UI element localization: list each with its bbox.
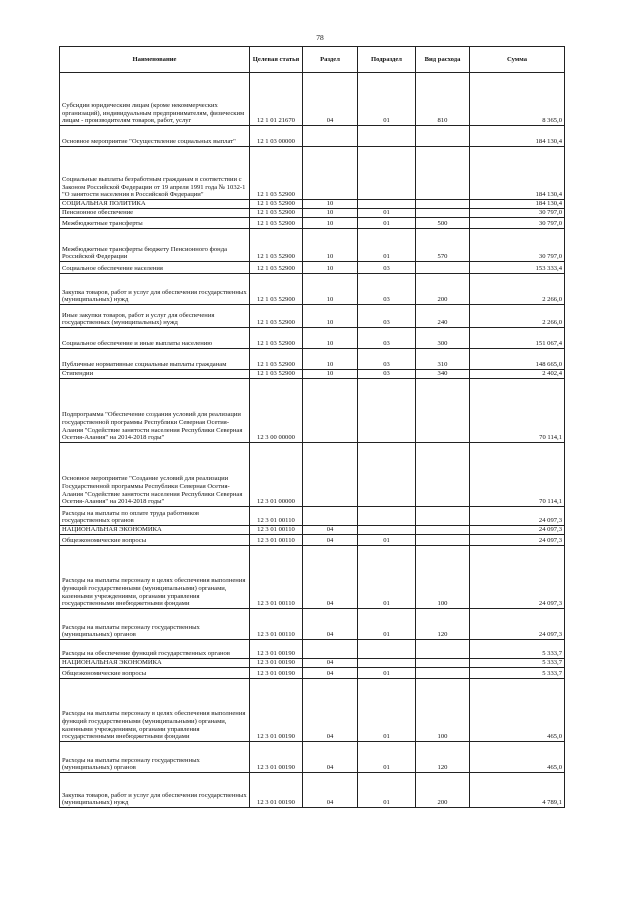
header-name: Наименование <box>60 47 250 73</box>
row-article: 12 1 03 52900 <box>250 349 303 370</box>
row-name: Пенсионное обеспечение <box>60 209 250 218</box>
row-expense-type: 810 <box>416 73 470 126</box>
budget-table <box>59 46 565 808</box>
table-row <box>60 507 565 526</box>
row-name: Основное мероприятие "Осуществление социальных выплат" <box>60 126 250 147</box>
table-row <box>60 443 565 507</box>
row-subsection <box>358 126 416 147</box>
row-name: Общеэкономические вопросы <box>60 668 250 679</box>
row-subsection: 03 <box>358 305 416 328</box>
row-section <box>303 443 358 507</box>
row-article: 12 1 03 52900 <box>250 305 303 328</box>
row-article: 12 1 01 21670 <box>250 73 303 126</box>
row-name: Закупка товаров, работ и услуг для обеспечения государственных (муниципальных) нужд <box>60 274 250 305</box>
row-expense-type <box>416 209 470 218</box>
row-article: 12 1 03 52900 <box>250 147 303 200</box>
row-expense-type: 310 <box>416 349 470 370</box>
row-sum: 5 333,7 <box>470 640 565 659</box>
table-row <box>60 668 565 679</box>
row-sum: 5 333,7 <box>470 668 565 679</box>
row-name: Основное мероприятие "Создание условий для реализации Государственной программы Республики Северная Осетия-Алания "Содействие занятости населения Республики Северная Осетия-Алания" на 2014-2018 годы" <box>60 443 250 507</box>
row-expense-type: 240 <box>416 305 470 328</box>
row-name: Расходы на обеспечение функций государственных органов <box>60 640 250 659</box>
row-sum: 184 130,4 <box>470 200 565 209</box>
table-row <box>60 659 565 668</box>
row-article: 12 3 01 00110 <box>250 546 303 609</box>
row-section <box>303 640 358 659</box>
row-expense-type <box>416 443 470 507</box>
row-expense-type: 100 <box>416 546 470 609</box>
row-section: 04 <box>303 742 358 773</box>
row-sum: 8 365,0 <box>470 73 565 126</box>
row-sum: 5 333,7 <box>470 659 565 668</box>
header-expense-type: Вид расхода <box>416 47 470 73</box>
row-name: СОЦИАЛЬНАЯ ПОЛИТИКА <box>60 200 250 209</box>
row-expense-type <box>416 379 470 443</box>
row-expense-type <box>416 668 470 679</box>
row-article: 12 3 01 00190 <box>250 773 303 808</box>
row-article: 12 3 01 00110 <box>250 507 303 526</box>
table-row <box>60 609 565 640</box>
row-sum: 184 130,4 <box>470 147 565 200</box>
row-subsection: 03 <box>358 328 416 349</box>
row-sum: 24 097,3 <box>470 535 565 546</box>
row-sum: 2 266,0 <box>470 305 565 328</box>
header-sum: Сумма <box>470 47 565 73</box>
row-article: 12 1 03 52900 <box>250 209 303 218</box>
row-section: 04 <box>303 526 358 535</box>
row-article: 12 1 03 52900 <box>250 218 303 229</box>
row-expense-type: 300 <box>416 328 470 349</box>
row-sum: 30 797,0 <box>470 209 565 218</box>
table-row <box>60 640 565 659</box>
row-section: 04 <box>303 773 358 808</box>
row-article: 12 3 01 00190 <box>250 742 303 773</box>
row-sum: 24 097,3 <box>470 507 565 526</box>
row-expense-type <box>416 535 470 546</box>
row-expense-type <box>416 659 470 668</box>
row-name: Межбюджетные трансферты бюджету Пенсионного фонда Российской Федерации <box>60 229 250 262</box>
row-section <box>303 147 358 200</box>
row-section: 10 <box>303 349 358 370</box>
header-article: Целевая статья <box>250 47 303 73</box>
row-section: 04 <box>303 535 358 546</box>
page-number: 78 <box>316 33 324 42</box>
row-subsection <box>358 147 416 200</box>
row-subsection <box>358 200 416 209</box>
row-subsection: 01 <box>358 742 416 773</box>
row-subsection: 01 <box>358 218 416 229</box>
row-subsection: 01 <box>358 229 416 262</box>
row-name: Стипендии <box>60 370 250 379</box>
row-name: Социальное обеспечение населения <box>60 262 250 274</box>
row-expense-type <box>416 507 470 526</box>
row-sum: 30 797,0 <box>470 229 565 262</box>
row-sum: 24 097,3 <box>470 546 565 609</box>
row-article: 12 1 03 52900 <box>250 200 303 209</box>
table-row <box>60 305 565 328</box>
row-sum: 70 114,1 <box>470 443 565 507</box>
row-name: Публичные нормативные социальные выплаты гражданам <box>60 349 250 370</box>
row-expense-type: 120 <box>416 742 470 773</box>
row-name: Расходы на выплаты по оплате труда работников государственных органов <box>60 507 250 526</box>
row-subsection: 03 <box>358 370 416 379</box>
row-section: 10 <box>303 218 358 229</box>
row-subsection: 01 <box>358 546 416 609</box>
table-row <box>60 73 565 126</box>
row-sum: 24 097,3 <box>470 609 565 640</box>
row-expense-type: 120 <box>416 609 470 640</box>
row-section: 04 <box>303 679 358 742</box>
row-subsection: 03 <box>358 274 416 305</box>
row-article: 12 3 01 00110 <box>250 526 303 535</box>
row-article: 12 3 01 00190 <box>250 668 303 679</box>
row-expense-type: 200 <box>416 773 470 808</box>
row-name: Субсидии юридическим лицам (кроме некоммерческих организаций), индивидуальным предпринимателям, физическим лицам - производителям товаров, работ, услуг <box>60 73 250 126</box>
row-subsection <box>358 659 416 668</box>
table-row <box>60 773 565 808</box>
row-subsection <box>358 526 416 535</box>
row-name: Расходы на выплаты персоналу государственных (муниципальных) органов <box>60 742 250 773</box>
row-expense-type <box>416 126 470 147</box>
table-row <box>60 742 565 773</box>
row-article: 12 3 01 00190 <box>250 679 303 742</box>
row-sum: 148 665,0 <box>470 349 565 370</box>
row-expense-type: 200 <box>416 274 470 305</box>
row-subsection: 01 <box>358 679 416 742</box>
table-row <box>60 229 565 262</box>
row-section: 04 <box>303 668 358 679</box>
row-expense-type <box>416 526 470 535</box>
row-sum: 2 402,4 <box>470 370 565 379</box>
table-row <box>60 147 565 200</box>
row-name: Общеэкономические вопросы <box>60 535 250 546</box>
table-row <box>60 679 565 742</box>
row-article: 12 3 01 00110 <box>250 535 303 546</box>
row-sum: 465,0 <box>470 742 565 773</box>
row-article: 12 1 03 52900 <box>250 328 303 349</box>
row-sum: 70 114,1 <box>470 379 565 443</box>
row-name: Иные закупки товаров, работ и услуг для обеспечения государственных (муниципальных) нужд <box>60 305 250 328</box>
row-article: 12 3 01 00190 <box>250 659 303 668</box>
table-row <box>60 126 565 147</box>
row-article: 12 3 01 00190 <box>250 640 303 659</box>
row-article: 12 1 03 52900 <box>250 274 303 305</box>
row-name: Закупка товаров, работ и услуг для обеспечения государственных (муниципальных) нужд <box>60 773 250 808</box>
row-section: 10 <box>303 229 358 262</box>
row-expense-type <box>416 262 470 274</box>
row-article: 12 3 01 00000 <box>250 443 303 507</box>
row-section <box>303 126 358 147</box>
row-article: 12 1 03 52900 <box>250 262 303 274</box>
row-expense-type <box>416 640 470 659</box>
row-name: Подпрограмма "Обеспечение создания условий для реализации государственной программы Республики Северная Осетия-Алания "Содействие занятости населения Республики Северная Осетия-Алания" на 2014-2018 годы" <box>60 379 250 443</box>
row-article: 12 3 00 00000 <box>250 379 303 443</box>
row-subsection <box>358 640 416 659</box>
row-sum: 465,0 <box>470 679 565 742</box>
row-name: Социальное обеспечение и иные выплаты населению <box>60 328 250 349</box>
row-article: 12 1 03 00000 <box>250 126 303 147</box>
row-expense-type: 100 <box>416 679 470 742</box>
header-subsection: Подраздел <box>358 47 416 73</box>
row-section: 10 <box>303 209 358 218</box>
row-article: 12 3 01 00110 <box>250 609 303 640</box>
row-section: 04 <box>303 659 358 668</box>
row-section: 10 <box>303 274 358 305</box>
row-section: 10 <box>303 370 358 379</box>
row-section: 04 <box>303 73 358 126</box>
row-subsection: 01 <box>358 73 416 126</box>
row-expense-type <box>416 200 470 209</box>
row-subsection: 03 <box>358 262 416 274</box>
row-subsection: 01 <box>358 668 416 679</box>
row-expense-type: 500 <box>416 218 470 229</box>
table-row <box>60 546 565 609</box>
table-row <box>60 379 565 443</box>
row-expense-type: 340 <box>416 370 470 379</box>
row-sum: 184 130,4 <box>470 126 565 147</box>
row-sum: 2 266,0 <box>470 274 565 305</box>
row-subsection: 01 <box>358 773 416 808</box>
row-sum: 30 797,0 <box>470 218 565 229</box>
row-sum: 24 097,3 <box>470 526 565 535</box>
row-name: Межбюджетные трансферты <box>60 218 250 229</box>
table-row <box>60 349 565 370</box>
row-subsection: 01 <box>358 609 416 640</box>
row-article: 12 1 03 52900 <box>250 229 303 262</box>
row-sum: 153 333,4 <box>470 262 565 274</box>
row-subsection: 01 <box>358 535 416 546</box>
row-section <box>303 379 358 443</box>
row-name: Расходы на выплаты персоналу государственных (муниципальных) органов <box>60 609 250 640</box>
row-subsection <box>358 507 416 526</box>
row-name: Социальные выплаты безработным гражданам в соответствии с Законом Российской Федерации от 19 апреля 1991 года № 1032-1 "О занятости населения в Российской Федерации" <box>60 147 250 200</box>
row-name: НАЦИОНАЛЬНАЯ ЭКОНОМИКА <box>60 659 250 668</box>
row-expense-type: 570 <box>416 229 470 262</box>
table-row <box>60 200 565 209</box>
row-subsection <box>358 379 416 443</box>
row-name: НАЦИОНАЛЬНАЯ ЭКОНОМИКА <box>60 526 250 535</box>
table-row <box>60 370 565 379</box>
row-name: Расходы на выплаты персоналу в целях обеспечения выполнения функций государственными (муниципальными) органами, казенными учреждениями, органами управления государственными внебюджетными фондами <box>60 546 250 609</box>
row-section: 10 <box>303 200 358 209</box>
row-expense-type <box>416 147 470 200</box>
row-subsection <box>358 443 416 507</box>
row-section: 04 <box>303 609 358 640</box>
row-sum: 151 067,4 <box>470 328 565 349</box>
row-section: 04 <box>303 546 358 609</box>
row-name: Расходы на выплаты персоналу в целях обеспечения выполнения функций государственными (муниципальными) органами, казенными учреждениями, органами управления государственными внебюджетными фондами <box>60 679 250 742</box>
table-header-row <box>60 47 565 73</box>
row-section: 10 <box>303 305 358 328</box>
row-section: 10 <box>303 328 358 349</box>
table-row <box>60 328 565 349</box>
table-row <box>60 209 565 218</box>
row-section <box>303 507 358 526</box>
row-sum: 4 789,1 <box>470 773 565 808</box>
table-row <box>60 274 565 305</box>
header-section: Раздел <box>303 47 358 73</box>
row-article: 12 1 03 52900 <box>250 370 303 379</box>
table-row <box>60 526 565 535</box>
row-section: 10 <box>303 262 358 274</box>
table-row <box>60 262 565 274</box>
row-subsection: 01 <box>358 209 416 218</box>
table-row <box>60 535 565 546</box>
row-subsection: 03 <box>358 349 416 370</box>
table-row <box>60 218 565 229</box>
